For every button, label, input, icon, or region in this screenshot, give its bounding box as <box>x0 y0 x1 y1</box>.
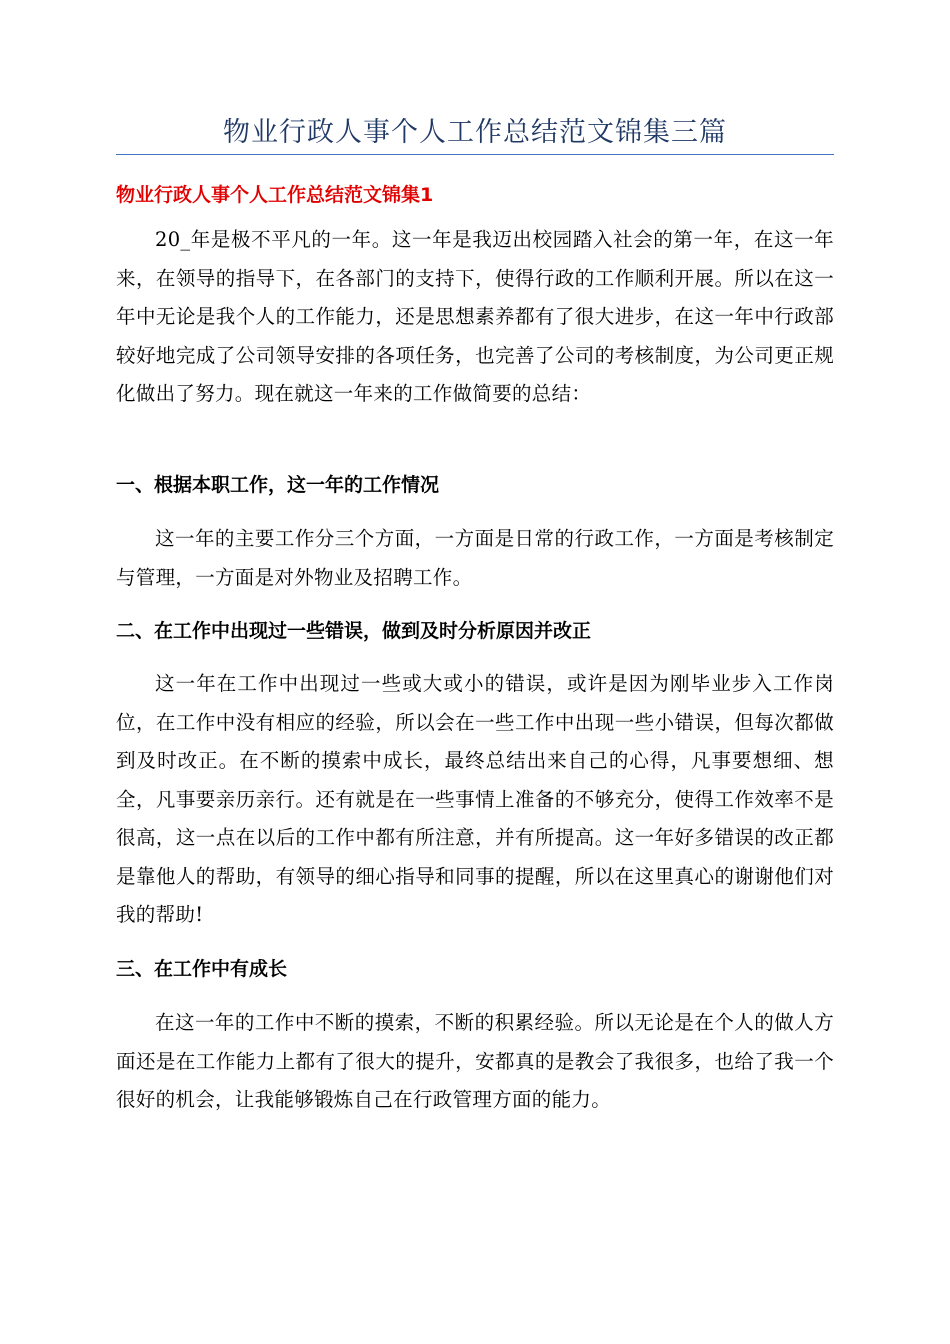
body-paragraph-intro: 20_年是极不平凡的一年。这一年是我迈出校园踏入社会的第一年，在这一年来，在领导的指导下，在各部门的支持下，使得行政的工作顺利开展。所以在这一年中无论是我个人的工作能力，还是思想素养都有了很大进步，在这一年中行政部较好地完成了公司领导安排的各项任务，也完善了公司的考核制度，为公司更正规化做出了努力。现在就这一年来的工作做简要的总结： <box>116 228 834 405</box>
subheading-mistakes: 二、在工作中出现过一些错误，做到及时分析原因并改正 <box>116 620 592 642</box>
body-paragraph-mistakes: 这一年在工作中出现过一些或大或小的错误，或许是因为刚毕业步入工作岗位，在工作中没有相应的经验，所以会在一些工作中出现一些小错误，但每次都做到及时改正。在不断的摸索中成长，最终总结出来自己的心得，凡事要想细、想全，凡事要亲历亲行。还有就是在一些事情上准备的不够充分，使得工作效率不是很高，这一点在以后的工作中都有所注意，并有所提高。这一年好多错误的改正都是靠他人的帮助，有领导的细心指导和同事的提醒，所以在这里真心的谢谢他们对我的帮助! <box>116 672 834 926</box>
subheading-work-status: 一、根据本职工作，这一年的工作情况 <box>116 474 440 496</box>
body-paragraph-growth: 在这一年的工作中不断的摸索，不断的积累经验。所以无论是在个人的做人方面还是在工作能力上都有了很大的提升，安都真的是教会了我很多，也给了我一个很好的机会，让我能够锻炼自己在行政管理方面的能力。 <box>116 1011 834 1111</box>
section-heading: 物业行政人事个人工作总结范文锦集1 <box>116 184 434 206</box>
subheading-growth: 三、在工作中有成长 <box>116 958 288 980</box>
document-title: 物业行政人事个人工作总结范文锦集三篇 <box>223 117 727 148</box>
title-underline <box>116 154 834 155</box>
body-paragraph-main-work: 这一年的主要工作分三个方面，一方面是日常的行政工作，一方面是考核制定与管理，一方面是对外物业及招聘工作。 <box>116 527 834 589</box>
